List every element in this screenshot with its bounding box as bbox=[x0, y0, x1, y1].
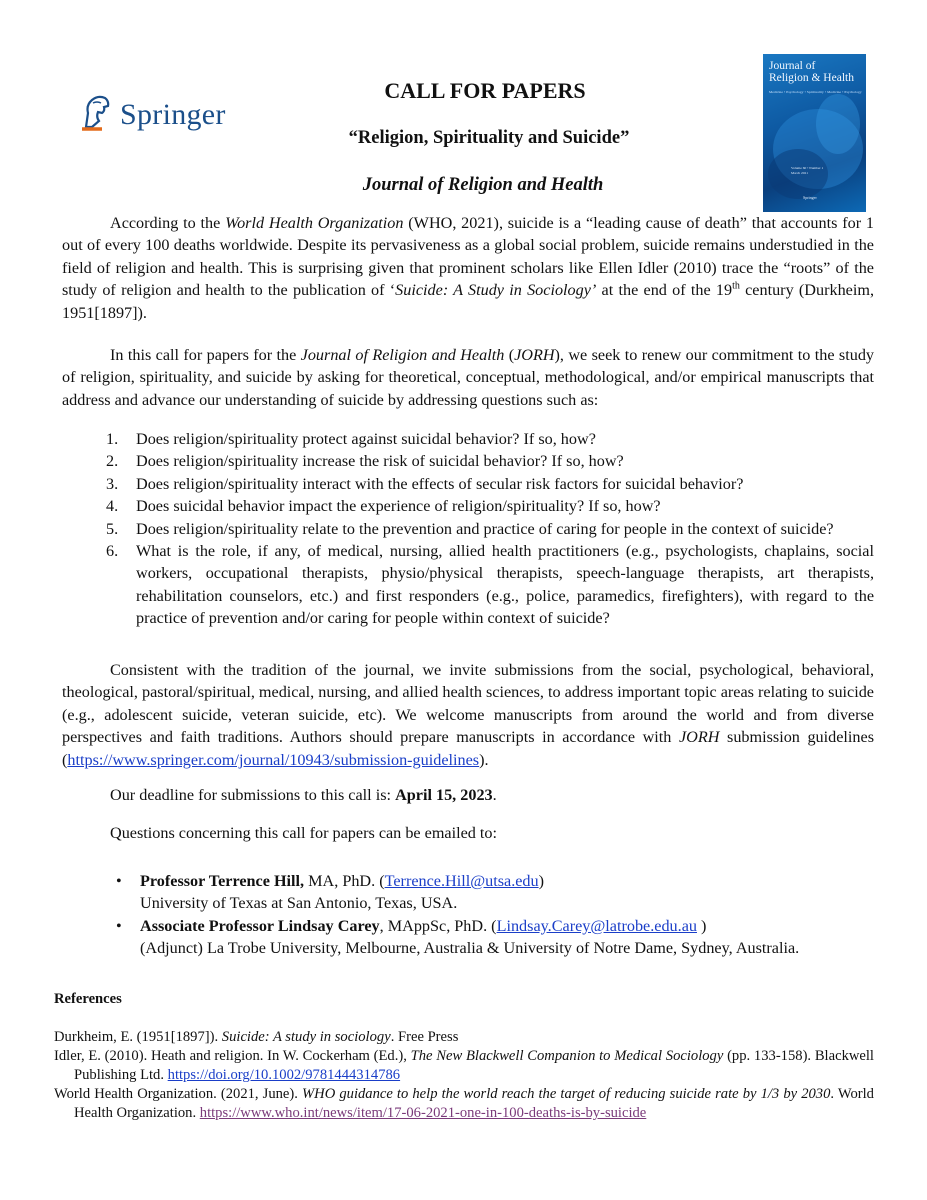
contact-affiliation: University of Texas at San Antonio, Texas, USA. bbox=[140, 894, 458, 913]
contact-name: Associate Professor Lindsay Carey bbox=[140, 916, 380, 935]
deadline-date: April 15, 2023 bbox=[395, 786, 493, 804]
email-link[interactable]: Terrence.Hill@utsa.edu bbox=[384, 872, 539, 890]
list-item: 4. Does suicidal behavior impact the experience of religion/spirituality? If so, how? bbox=[106, 497, 661, 516]
call-paragraph: In this call for papers for the Journal of Religion and Health (JORH), we seek to renew our commitment to the study of religion, spirituality, and suicide by asking for theoretical, conceptual, methodological, and/or empirical manuscripts that address and advance our understanding of suicide by addressing questions such as: bbox=[62, 346, 875, 409]
list-item: 2. Does religion/spirituality increase the risk of suicidal behavior? If so, how? bbox=[106, 452, 624, 471]
cover-publisher: Springer bbox=[803, 195, 817, 200]
cover-volume: Volume 60 • Number 1 March 2021 bbox=[791, 166, 824, 175]
springer-horse-icon bbox=[78, 93, 114, 138]
list-item: 3. Does religion/spirituality interact with the effects of secular risk factors for suicidal behavior? bbox=[106, 474, 744, 493]
call-theme: “Religion, Spirituality and Suicide” bbox=[348, 128, 630, 148]
cover-title: Journal of Religion & Health bbox=[769, 60, 854, 84]
references-heading: References bbox=[54, 991, 122, 1007]
questions-line: Questions concerning this call for papers can be emailed to: bbox=[110, 824, 498, 842]
submission-guidelines-link[interactable]: https://www.springer.com/journal/10943/submission-guidelines bbox=[67, 750, 480, 769]
list-item: World Health Organization. (2021, June). WHO guidance to help the world reach the target of reducing suicide rate by 1/3 by 2030. World Health Organization. https://www.who.int/news/item/17-06-2021-one-in-100-deaths-is-by-suicide bbox=[54, 1086, 874, 1121]
page-title: CALL FOR PAPERS bbox=[384, 78, 586, 103]
journal-cover-image bbox=[763, 54, 866, 212]
springer-wordmark: Springer bbox=[120, 98, 226, 131]
email-link[interactable]: Lindsay.Carey@latrobe.edu.au bbox=[496, 916, 697, 935]
cover-subtitle: Medicine • Psychology • Spirituality • Medicine • Psychology bbox=[769, 90, 862, 94]
springer-logo bbox=[78, 93, 226, 137]
contact-name: Professor Terrence Hill, bbox=[140, 872, 305, 890]
who-link[interactable]: https://www.who.int/news/item/17-06-2021-one-in-100-deaths-is-by-suicide bbox=[199, 1105, 647, 1121]
deadline-line: Our deadline for submissions to this call is: April 15, 2023. bbox=[110, 786, 497, 804]
journal-name: Journal of Religion and Health bbox=[362, 175, 604, 195]
list-item: 6. What is the role, if any, of medical, nursing, allied health practitioners (e.g., psychologists, chaplains, social workers, occupational therapists, physio/physical therapists, speech-language therapists, art therapists, rehabilitation counselors, etc.) and first responders (e.g., police, paramedics, firefighters), with regard to the practice of prevention and/or caring for people within context of suicide? bbox=[106, 542, 874, 628]
list-item: Durkheim, E. (1951[1897]). Suicide: A study in sociology. Free Press bbox=[54, 1029, 459, 1045]
doi-link[interactable]: https://doi.org/10.1002/9781444314786 bbox=[167, 1067, 401, 1083]
contacts-list bbox=[116, 870, 876, 960]
submissions-paragraph: Consistent with the tradition of the journal, we invite submissions from the social, psychological, behavioral, theological, pastoral/spiritual, medical, nursing, and allied health sciences, to address important topic areas relating to suicide (e.g., adolescent suicide, veteran suicide, etc). We welcome manuscripts from around the world and from diverse perspectives and faith traditions. Authors should prepare manuscripts in accordance with JORH submission guidelines (https://www.springer.com/journal/10943/submission-guidelines). bbox=[62, 661, 874, 769]
list-item: • Associate Professor Lindsay Carey, MAppSc, PhD. (Lindsay.Carey@latrobe.edu.au ) (Adjunct) La Trobe University, Melbourne, Australia & University of Notre Dame, Sydney, Australia. bbox=[116, 916, 800, 958]
references-list bbox=[54, 1028, 874, 1123]
contact-affiliation: (Adjunct) La Trobe University, Melbourne, Australia & University of Notre Dame, Sydney, Australia. bbox=[140, 939, 800, 958]
questions-list bbox=[106, 428, 874, 630]
list-item: Idler, E. (2010). Heath and religion. In W. Cockerham (Ed.), The New Blackwell Companion to Medical Sociology (pp. 133-158). Blackwell Publishing Ltd. https://doi.org/10.1002/9781444314786 bbox=[54, 1048, 874, 1083]
intro-paragraph: According to the World Health Organization (WHO, 2021), suicide is a “leading cause of death” that accounts for 1 out of every 100 deaths worldwide. Despite its pervasiveness as a global social problem, suicide remains understudied in the field of religion and health. This is surprising given that prominent scholars like Ellen Idler (2010) trace the “roots” of the study of religion and health to the publication of ‘Suicide: A Study in Sociology’ at the end of the 19th century (Durkheim, 1951[1897]). bbox=[62, 214, 874, 322]
list-item: • Professor Terrence Hill, MA, PhD. (Terrence.Hill@utsa.edu) University of Texas at San Antonio, Texas, USA. bbox=[116, 872, 545, 913]
list-item: 5. Does religion/spirituality relate to the prevention and practice of caring for people in the context of suicide? bbox=[106, 519, 834, 538]
list-item: 1. Does religion/spirituality protect against suicidal behavior? If so, how? bbox=[106, 430, 596, 448]
